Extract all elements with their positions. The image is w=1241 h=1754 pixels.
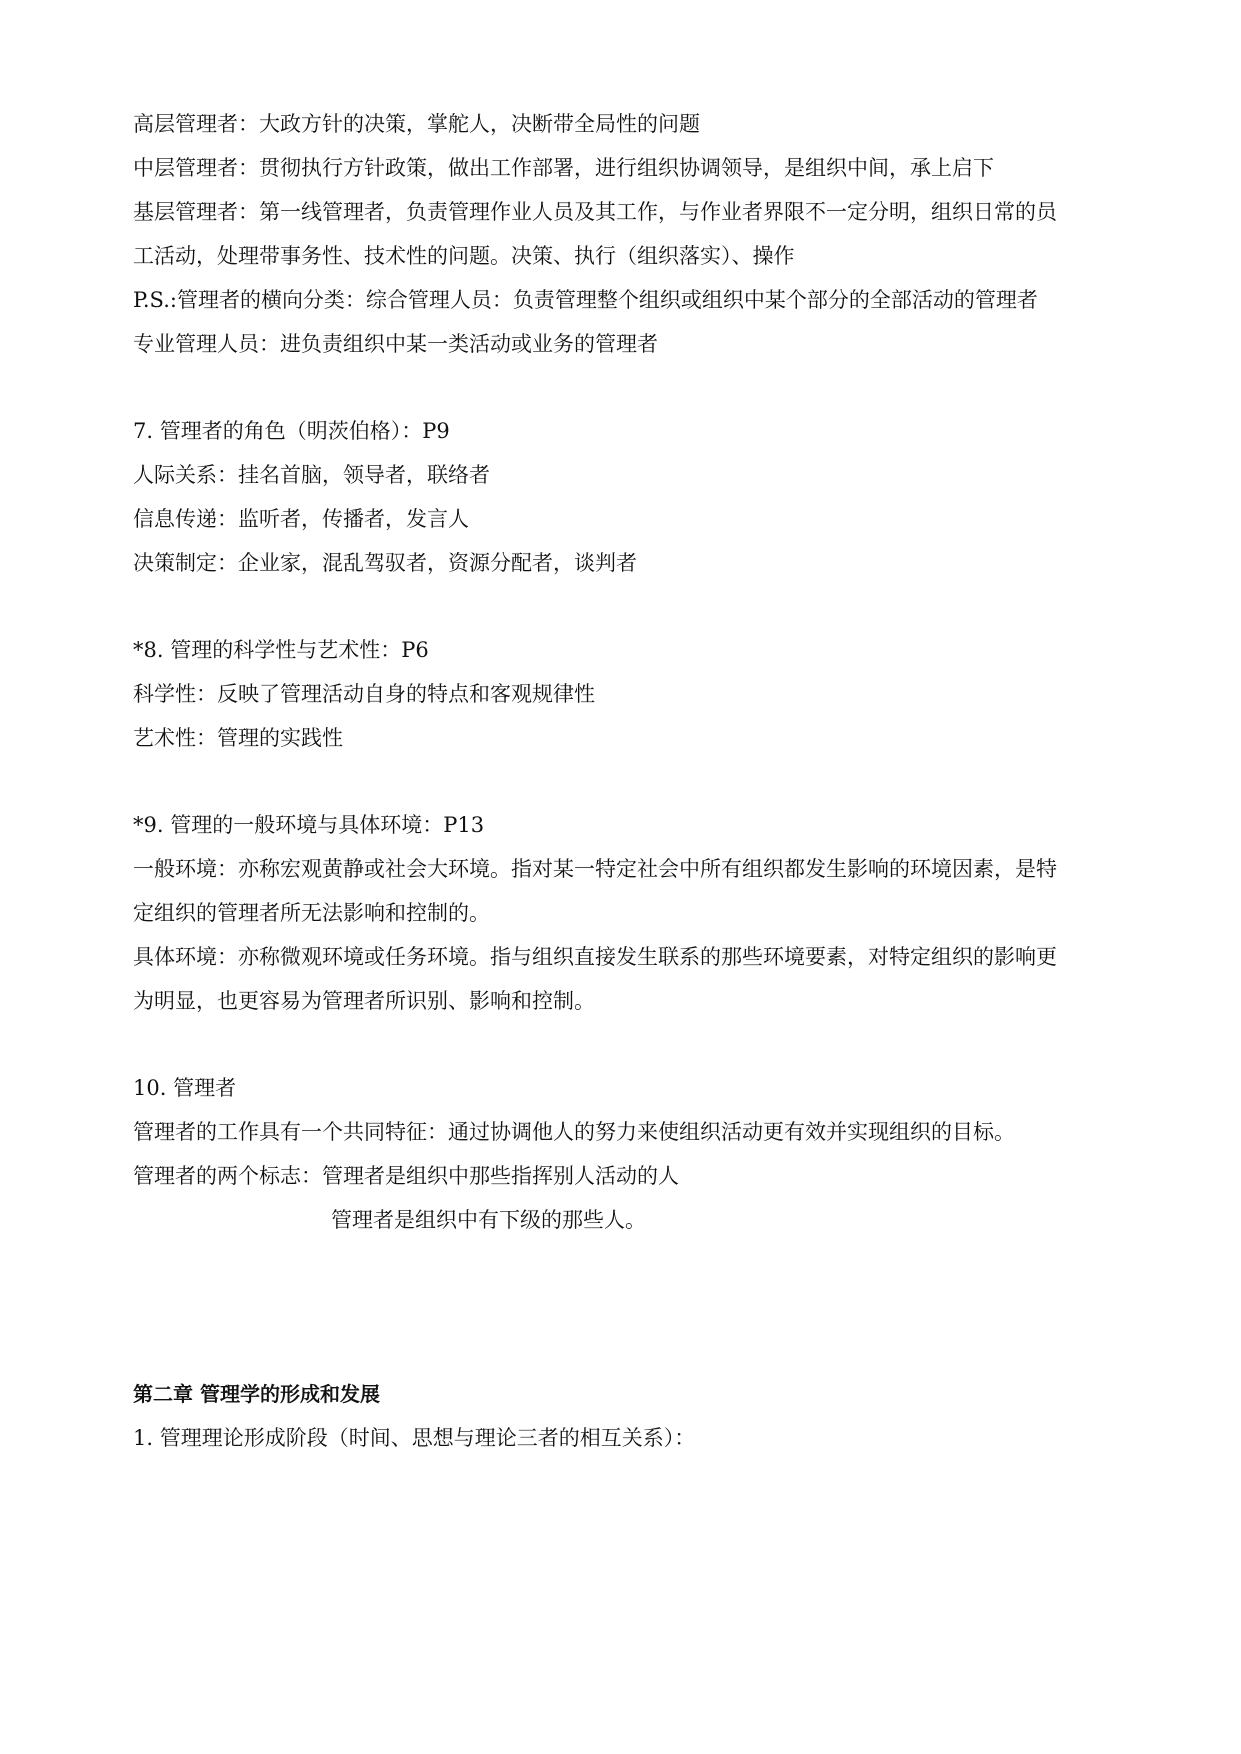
text-line-top-managers: 高层管理者：大政方针的决策，掌舵人，决断带全局性的问题: [133, 112, 700, 136]
text-line-chapter2-item1: 1. 管理理论形成阶段（时间、思想与理论三者的相互关系）：: [133, 1426, 696, 1450]
text-line-ps-horizontal-classification: P.S.:管理者的横向分类：综合管理人员：负责管理整个组织或组织中某个部分的全部活动的管理者: [133, 288, 1038, 312]
text-line-specific-env: 具体环境：亦称微观环境或任务环境。指与组织直接发生联系的那些环境要素，对特定组织的影响更: [133, 945, 1057, 969]
text-line-two-marks: 管理者的两个标志：管理者是组织中那些指挥别人活动的人: [133, 1164, 679, 1188]
text-line-professional-managers: 专业管理人员：进负责组织中某一类活动或业务的管理者: [133, 332, 658, 356]
text-line-science: 科学性：反映了管理活动自身的特点和客观规律性: [133, 682, 595, 706]
text-line-middle-managers: 中层管理者：贯彻执行方针政策，做出工作部署，进行组织协调领导，是组织中间，承上启下: [133, 156, 994, 180]
section-heading-10: 10. 管理者: [133, 1076, 237, 1100]
text-line-decisional: 决策制定：企业家，混乱驾驭者，资源分配者，谈判者: [133, 551, 637, 575]
chapter-heading-2: 第二章 管理学的形成和发展: [133, 1382, 380, 1406]
text-line-interpersonal: 人际关系：挂名首脑，领导者，联络者: [133, 463, 490, 487]
section-heading-9: *9. 管理的一般环境与具体环境：P13: [133, 813, 485, 837]
text-line-common-feature: 管理者的工作具有一个共同特征：通过协调他人的努力来使组织活动更有效并实现组织的目标。: [133, 1120, 1015, 1144]
section-heading-7: 7. 管理者的角色（明茨伯格）：P9: [133, 419, 450, 443]
text-line-art: 艺术性：管理的实践性: [133, 726, 343, 750]
text-line-specific-env-cont: 为明显，也更容易为管理者所识别、影响和控制。: [133, 989, 595, 1013]
text-line-general-env: 一般环境：亦称宏观黄静或社会大环境。指对某一特定社会中所有组织都发生影响的环境因素，是特: [133, 857, 1057, 881]
text-line-informational: 信息传递：监听者，传播者，发言人: [133, 507, 469, 531]
text-line-general-env-cont: 定组织的管理者所无法影响和控制的。: [133, 901, 490, 925]
section-heading-8: *8. 管理的科学性与艺术性：P6: [133, 638, 429, 662]
text-line-two-marks-cont: 管理者是组织中有下级的那些人。: [331, 1208, 646, 1232]
text-line-first-line-managers: 基层管理者：第一线管理者，负责管理作业人员及其工作，与作业者界限不一定分明，组织日常的员: [133, 200, 1057, 224]
text-line-first-line-managers-cont: 工活动，处理带事务性、技术性的问题。决策、执行（组织落实）、操作: [133, 244, 795, 268]
